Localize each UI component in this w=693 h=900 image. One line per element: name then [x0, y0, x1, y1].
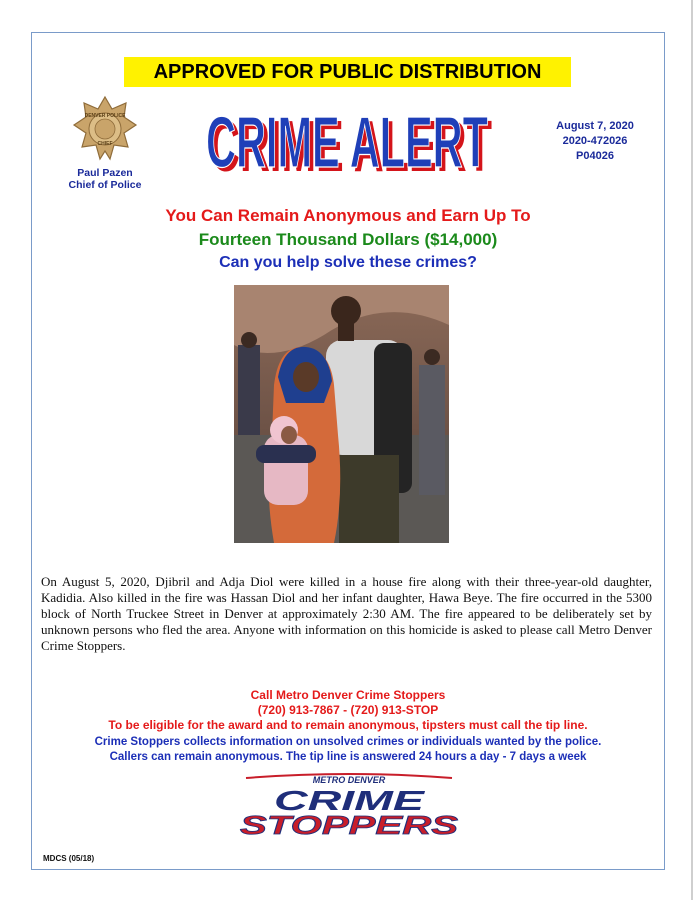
crime-stoppers-logo	[236, 772, 462, 838]
logo-stoppers: STOPPERS	[240, 810, 460, 838]
collects-info-notice: Crime Stoppers collects information on unsolved crimes or individuals wanted by the police.	[94, 736, 602, 748]
badge-top-text: DENVER POLICE	[84, 113, 126, 119]
badge-bottom-text: CHIEF	[97, 141, 113, 147]
denver-police-badge-icon	[72, 95, 138, 167]
reward-headline: You Can Remain Anonymous and Earn Up To	[165, 206, 531, 225]
logo-crime: CRIME	[274, 785, 427, 816]
help-question: Can you help solve these crimes?	[219, 254, 477, 271]
alert-date: August 7, 2020	[556, 120, 634, 132]
incident-description: On August 5, 2020, Djibril and Adja Diol were killed in a house fire along with their three-year-old daughter, Kadidia. Also killed in the fire was Hassan Diol and her infant daughter, Hawa Beye. The fire occurred in the 5300 block of North Truckee Street in Denver at approximately 2:30 AM. The fire appeared to be deliberately set by unknown persons who fled the area. Anyone with information on this homicide is asked to please call Metro Denver Crime Stoppers.	[41, 574, 652, 653]
distribution-banner: APPROVED FOR PUBLIC DISTRIBUTION	[124, 57, 571, 87]
victims-photo	[234, 285, 449, 543]
alert-code: P04026	[576, 150, 614, 162]
chief-title: Chief of Police	[68, 179, 142, 191]
crime-alert-shadow: CRIME ALERT	[210, 107, 493, 182]
eligibility-notice: To be eligible for the award and to remain anonymous, tipsters must call the tip line.	[108, 718, 588, 732]
chief-name: Paul Pazen	[77, 167, 133, 179]
case-number: 2020-472026	[562, 135, 628, 147]
logo-metro-denver: METRO DENVER	[312, 775, 386, 785]
crime-alert-title	[200, 100, 496, 182]
tip-phone-numbers: (720) 913-7867 - (720) 913-STOP	[257, 703, 439, 717]
reward-amount: Fourteen Thousand Dollars ($14,000)	[198, 230, 498, 249]
form-code: MDCS (05/18)	[43, 854, 95, 863]
tip-line-hours: Callers can remain anonymous. The tip line is answered 24 hours a day - 7 days a week	[109, 751, 587, 763]
call-crime-stoppers: Call Metro Denver Crime Stoppers	[250, 688, 446, 702]
crime-alert-text: CRIME ALERT	[206, 103, 489, 182]
